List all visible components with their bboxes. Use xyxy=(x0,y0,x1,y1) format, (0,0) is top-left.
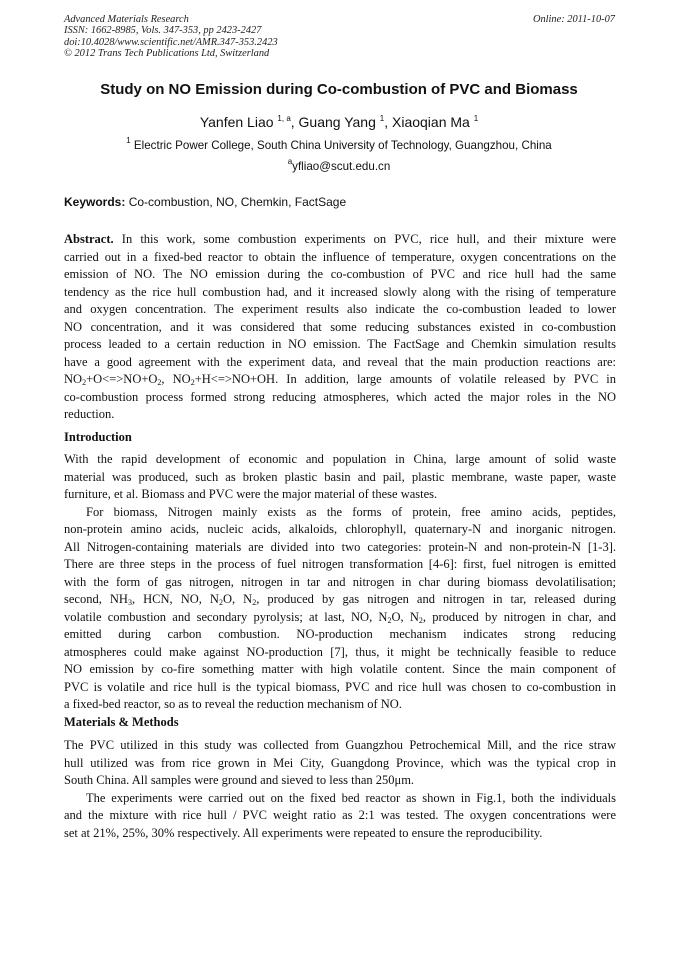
introduction-body xyxy=(64,451,616,714)
intro-line xyxy=(64,591,616,609)
methods-line: South China. All samples were ground and sieved to less than 250μm. xyxy=(64,773,415,787)
author-list xyxy=(0,113,678,131)
online-date: Online: 2011-10-07 xyxy=(532,14,615,25)
subscript: 2 xyxy=(157,378,162,387)
chem-formula: +O<=>NO+O xyxy=(86,372,158,386)
abstract-line: emission of NO. The NO emission during the co-combustion of PVC and rice hull had the same xyxy=(64,267,616,281)
methods-line: hull utilized was from rice grown in Mei City, Guangdong Province, which was the typical crop in xyxy=(64,755,616,770)
paper-title: Study on NO Emission during Co-combustion of PVC and Biomass xyxy=(100,81,578,98)
subscript: 2 xyxy=(387,615,392,625)
author-name: Guang Yang xyxy=(298,114,376,130)
author-name: Xiaoqian Ma xyxy=(392,114,470,130)
chem-formula: , NO xyxy=(161,372,191,386)
intro-line: There are three steps in the process of fuel nitrogen transformation [4-6]: first, fuel nitrogen is emitted xyxy=(64,557,616,571)
abstract-line xyxy=(64,231,616,249)
section-heading-introduction: Introduction xyxy=(64,430,132,444)
abstract-line: process leaded to a certain reduction in NO emission. The FactSage and Chemkin simulation results xyxy=(64,337,616,351)
journal-name: Advanced Materials Research xyxy=(64,14,189,25)
intro-line: atmospheres could make against NO-production [7], thus, it might be technically feasible to reduce xyxy=(64,644,616,659)
subscript: 2 xyxy=(82,378,87,387)
abstract-label: Abstract. xyxy=(64,232,114,246)
abstract-line xyxy=(64,371,616,389)
author-affil-sup: 1, a xyxy=(277,114,291,123)
intro-line: with the form of gas nitrogen, nitrogen in tar and nitrogen in char during biomass devolatilisation; xyxy=(64,574,616,589)
intro-line: material was produced, such as broken plastic basin and pail, plastic membrane, waste paper, waste xyxy=(64,469,616,484)
intro-line: non-protein amino acids, nucleic acids, alkaloids, chlorophyll, quaternary-N and inorganic nitrogen. xyxy=(64,522,616,536)
subscript: 2 xyxy=(418,615,423,625)
abstract-line: carried out in a fixed-bed reactor to obtain the influence of temperature, oxygen concentrations on the xyxy=(64,249,616,264)
intro-line: With the rapid development of economic and population in China, large amount of solid waste xyxy=(64,452,616,466)
abstract-line: have a good agreement with the experiment data, and reveal that the main production reactions are: xyxy=(64,354,616,369)
subscript: 2 xyxy=(252,598,257,607)
intro-text: , produced by nitrogen in char, and xyxy=(422,609,616,624)
author-name: Yanfen Liao xyxy=(199,114,274,130)
abstract-text: +H<=>NO+OH. In addition, large amounts of volatile released by PVC in xyxy=(194,372,616,386)
intro-line: NO emission by co-fire something matter with high volatile content. Since the main component of xyxy=(64,662,616,676)
methods-line: and the mixture with rice hull / PVC weight ratio as 2:1 was tested. The oxygen concentrations were xyxy=(64,808,616,822)
intro-text: O, N xyxy=(222,592,253,606)
section-heading-methods: Materials & Methods xyxy=(64,715,179,729)
abstract-line: tendency as the rice hull combustion had, and it increased slowly along with the rising of temperature xyxy=(64,284,616,299)
keywords xyxy=(64,195,616,210)
methods-line: The experiments were carried out on the fixed bed reactor as shown in Fig.1, both the individuals xyxy=(86,790,616,805)
doi-line: doi:10.4028/www.scientific.net/AMR.347-353.2423 xyxy=(64,36,278,48)
abstract-line: reduction. xyxy=(64,407,115,421)
intro-line: a fixed-bed reactor, so as to reveal the reduction mechanism of NO. xyxy=(64,697,402,711)
methods-line: The PVC utilized in this study was collected from Guangzhou Petrochemical Mill, and the rice straw xyxy=(64,738,616,752)
intro-line: furniture, et al. Biomass and PVC were the major material of these wastes. xyxy=(64,487,438,501)
email-address: yfliao@scut.edu.cn xyxy=(292,160,391,173)
methods-body xyxy=(64,737,616,842)
affiliation-sup: 1 xyxy=(126,136,131,145)
intro-text: , produced by gas nitrogen and nitrogen in tar, released during xyxy=(256,592,616,606)
copyright-line: © 2012 Trans Tech Publications Ltd, Switzerland xyxy=(64,48,270,60)
author-separator: , xyxy=(290,114,295,130)
email-line xyxy=(0,159,678,174)
intro-line xyxy=(64,609,616,627)
abstract-text: In this work, some combustion experiments on PVC, rice hull, and their mixture were xyxy=(121,232,616,246)
chem-formula: NO xyxy=(64,372,83,386)
journal-meta xyxy=(64,14,278,60)
affiliation-text: Electric Power College, South China University of Technology, Guangzhou, China xyxy=(133,139,552,152)
abstract-line: and oxygen concentration. The experiment results also indicate the co-combustion leaded to lower xyxy=(64,302,616,316)
intro-line: For biomass, Nitrogen mainly exists as the forms of protein, free amino acids, peptides, xyxy=(86,504,616,519)
author-affil-sup: 1 xyxy=(473,114,479,123)
intro-line: All Nitrogen-containing materials are divided into two categories: protein-N and non-protein-N [1-3]. xyxy=(64,539,616,554)
subscript: 2 xyxy=(190,378,195,387)
intro-line: PVC is volatile and rice hull is the typical biomass, PVC and rice hull was chosen to co-combustion in xyxy=(64,679,616,694)
subscript: 3 xyxy=(127,598,132,607)
intro-text: , HCN, NO, N xyxy=(131,592,219,606)
intro-text: second, NH xyxy=(64,592,128,606)
keywords-label: Keywords: xyxy=(64,195,126,209)
author-affil-sup: 1 xyxy=(379,114,385,123)
keywords-text: Co-combustion, NO, Chemkin, FactSage xyxy=(128,195,347,209)
intro-text: O, N xyxy=(391,609,419,624)
intro-text: volatile combustion and secondary pyrolysis; at last, NO, N xyxy=(64,609,388,624)
methods-line: set at 21%, 25%, 30% respectively. All experiments were repeated to ensure the reproducibility. xyxy=(64,825,543,840)
abstract-line: NO concentration, and it was considered that some reducing substances existed in co-combustion xyxy=(64,319,616,334)
intro-line: emitted during carbon combustion. NO-production mechanism indicates strong reducing xyxy=(64,627,616,641)
issn-line: ISSN: 1662-8985, Vols. 347-353, pp 2423-2427 xyxy=(64,25,262,37)
subscript: 2 xyxy=(218,598,223,607)
abstract xyxy=(64,231,616,424)
abstract-line: co-combustion process formed strong reducing atmospheres, which acted the major roles in the NO xyxy=(64,389,616,404)
author-separator: , xyxy=(384,114,389,130)
email-sup: a xyxy=(287,157,293,166)
affiliation xyxy=(0,138,678,153)
